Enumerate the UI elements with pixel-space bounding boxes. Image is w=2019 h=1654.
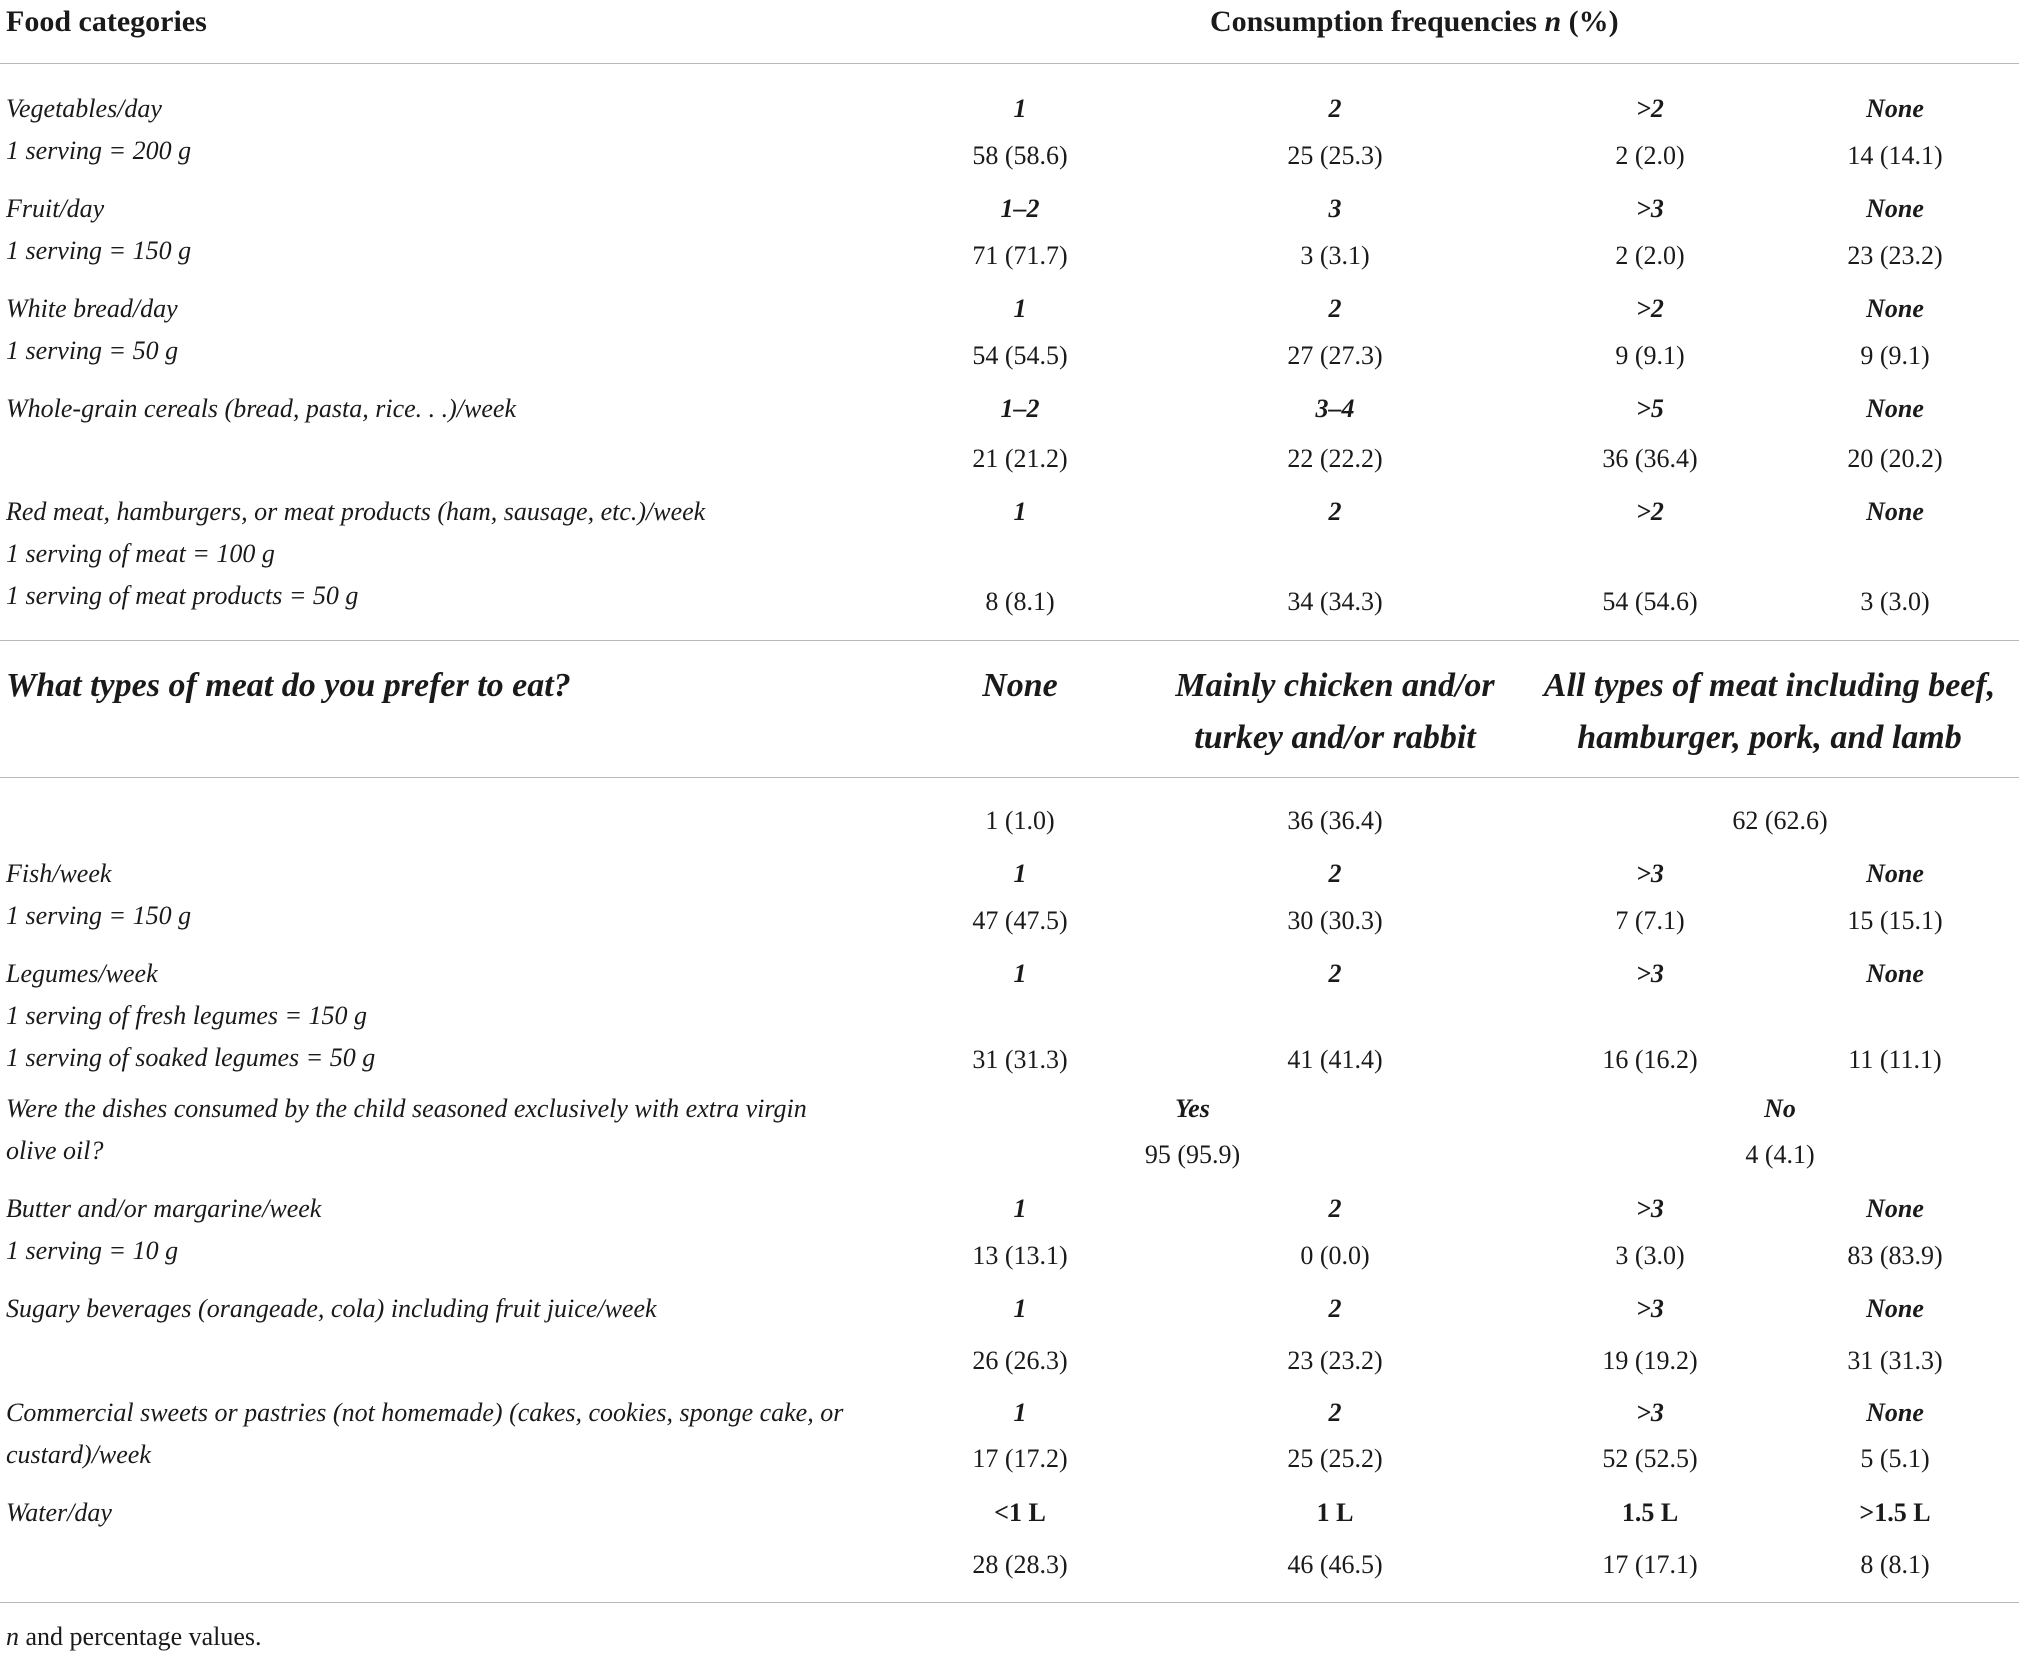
value-cell: 7 (7.1): [1615, 906, 1685, 935]
option-cell: 2: [1328, 959, 1342, 988]
row-label: Vegetables/day: [6, 94, 162, 123]
option-cell: 2: [1328, 1194, 1342, 1223]
row-sublabel: 1 serving = 150 g: [6, 236, 192, 265]
value-cell: 25 (25.2): [1287, 1444, 1383, 1473]
option-cell: 1: [1013, 497, 1027, 526]
option-cell: >3: [1636, 959, 1664, 988]
value-cell: 36 (36.4): [1602, 444, 1698, 473]
option-cell: >2: [1636, 94, 1664, 123]
value-cell: 62 (62.6): [1732, 806, 1828, 835]
value-cell: 22 (22.2): [1287, 444, 1383, 473]
value-cell: 4 (4.1): [1745, 1140, 1815, 1169]
option-cell: 2: [1328, 1294, 1342, 1323]
option-cell: None: [1866, 1398, 1924, 1427]
row-label: Sugary beverages (orangeade, cola) including fruit juice/week: [6, 1294, 657, 1323]
option-cell: 3: [1328, 194, 1342, 223]
value-cell: 17 (17.1): [1602, 1550, 1698, 1579]
option-cell: <1 L: [994, 1498, 1046, 1527]
row-label: Commercial sweets or pastries (not homemade) (cakes, cookies, sponge cake, or: [6, 1398, 844, 1427]
option-cell: 2: [1328, 1398, 1342, 1427]
value-cell: 13 (13.1): [972, 1241, 1068, 1270]
consumption-frequencies-header: Consumption frequencies n (%): [1210, 5, 1619, 38]
row-label: White bread/day: [6, 294, 178, 323]
value-cell: 3 (3.0): [1615, 1241, 1685, 1270]
option-cell: None: [1866, 194, 1924, 223]
row-label: Were the dishes consumed by the child seasoned exclusively with extra virgin: [6, 1094, 807, 1123]
meat-preference-question: What types of meat do you prefer to eat?: [6, 667, 571, 704]
option-cell: None: [1866, 1294, 1924, 1323]
row-sublabel: 1 serving = 150 g: [6, 901, 192, 930]
row-label: Fish/week: [6, 859, 112, 888]
row-label: Butter and/or margarine/week: [6, 1194, 322, 1223]
row-sublabel: 1 serving = 50 g: [6, 336, 179, 365]
row-sublabel: 1 serving of meat = 100 g: [6, 539, 275, 568]
option-cell: 1: [1013, 1294, 1027, 1323]
option-cell: 1 L: [1316, 1498, 1354, 1527]
option-cell: 1: [1013, 1194, 1027, 1223]
row-label: Whole-grain cereals (bread, pasta, rice. . .)/week: [6, 394, 516, 423]
row-label: Water/day: [6, 1498, 112, 1527]
meat-option-all: All types of meat including beef, hamburger, pork, and lamb: [1543, 667, 1996, 756]
value-cell: 26 (26.3): [972, 1346, 1068, 1375]
header-rule: [0, 63, 2019, 64]
value-cell: 46 (46.5): [1287, 1550, 1383, 1579]
value-cell: 30 (30.3): [1287, 906, 1383, 935]
option-cell: >1.5 L: [1859, 1498, 1931, 1527]
value-cell: 16 (16.2): [1602, 1045, 1698, 1074]
option-cell: None: [1866, 294, 1924, 323]
value-cell: 28 (28.3): [972, 1550, 1068, 1579]
option-cell: None: [1866, 94, 1924, 123]
value-cell: 58 (58.6): [972, 141, 1068, 170]
value-cell: 1 (1.0): [985, 806, 1055, 835]
value-cell: 34 (34.3): [1287, 587, 1383, 616]
option-cell: None: [1866, 959, 1924, 988]
option-cell-yes: Yes: [1175, 1094, 1210, 1123]
option-cell: 1.5 L: [1621, 1498, 1679, 1527]
value-cell: 2 (2.0): [1615, 241, 1685, 270]
option-cell: None: [1866, 497, 1924, 526]
value-cell: 5 (5.1): [1860, 1444, 1930, 1473]
value-cell: 23 (23.2): [1287, 1346, 1383, 1375]
value-cell: 11 (11.1): [1848, 1045, 1942, 1074]
option-cell: 2: [1328, 94, 1342, 123]
option-cell: >3: [1636, 1194, 1664, 1223]
value-cell: 54 (54.5): [972, 341, 1068, 370]
option-cell: 1: [1013, 859, 1027, 888]
option-cell: 2: [1328, 859, 1342, 888]
option-cell: 1–2: [1000, 394, 1040, 423]
meat-option-chicken: Mainly chicken and/or turkey and/or rabbit: [1175, 667, 1495, 756]
value-cell: 8 (8.1): [1860, 1550, 1930, 1579]
option-cell-no: No: [1764, 1094, 1796, 1123]
option-cell: 1: [1013, 94, 1027, 123]
option-cell: None: [1866, 1194, 1924, 1223]
row-label: Fruit/day: [6, 194, 105, 223]
value-cell: 3 (3.0): [1860, 587, 1930, 616]
value-cell: 54 (54.6): [1602, 587, 1698, 616]
option-cell: >3: [1636, 1398, 1664, 1427]
option-cell: >5: [1636, 394, 1664, 423]
option-cell: 1: [1013, 959, 1027, 988]
value-cell: 9 (9.1): [1860, 341, 1930, 370]
value-cell: 14 (14.1): [1847, 141, 1943, 170]
row-sublabel: 1 serving = 200 g: [6, 136, 192, 165]
value-cell: 0 (0.0): [1300, 1241, 1370, 1270]
row-label: Red meat, hamburgers, or meat products (ham, sausage, etc.)/week: [6, 497, 706, 526]
bottom-rule: [0, 1602, 2019, 1603]
value-cell: 31 (31.3): [1847, 1346, 1943, 1375]
option-cell: None: [1866, 394, 1924, 423]
option-cell: 1–2: [1000, 194, 1040, 223]
option-cell: 2: [1328, 294, 1342, 323]
value-cell: 25 (25.3): [1287, 141, 1383, 170]
value-cell: 71 (71.7): [972, 241, 1068, 270]
value-cell: 83 (83.9): [1847, 1241, 1943, 1270]
row-sublabel: 1 serving of fresh legumes = 150 g: [6, 1001, 368, 1030]
option-cell: >2: [1636, 497, 1664, 526]
table-footnote: n and percentage values.: [6, 1622, 262, 1651]
value-cell: 41 (41.4): [1287, 1045, 1383, 1074]
row-sublabel: 1 serving = 10 g: [6, 1236, 179, 1265]
value-cell: 17 (17.2): [972, 1444, 1068, 1473]
option-cell: None: [1866, 859, 1924, 888]
option-cell: 1: [1013, 294, 1027, 323]
value-cell: 23 (23.2): [1847, 241, 1943, 270]
value-cell: 95 (95.9): [1144, 1140, 1241, 1169]
value-cell: 2 (2.0): [1615, 141, 1685, 170]
row-sublabel: 1 serving of meat products = 50 g: [6, 581, 359, 610]
option-cell: 2: [1328, 497, 1342, 526]
meat-option-none: None: [982, 667, 1058, 704]
value-cell: 8 (8.1): [985, 587, 1055, 616]
section-rule: [0, 640, 2019, 641]
value-cell: 21 (21.2): [972, 444, 1068, 473]
row-sublabel: custard)/week: [6, 1440, 151, 1469]
option-cell: >2: [1636, 294, 1664, 323]
value-cell: 31 (31.3): [972, 1045, 1068, 1074]
row-sublabel: olive oil?: [6, 1136, 104, 1165]
value-cell: 27 (27.3): [1287, 341, 1383, 370]
value-cell: 3 (3.1): [1300, 241, 1370, 270]
value-cell: 15 (15.1): [1847, 906, 1943, 935]
row-label: Legumes/week: [6, 959, 158, 988]
value-cell: 36 (36.4): [1287, 806, 1383, 835]
option-cell: 3–4: [1315, 394, 1355, 423]
option-cell: >3: [1636, 1294, 1664, 1323]
section-rule: [0, 777, 2019, 778]
option-cell: >3: [1636, 194, 1664, 223]
value-cell: 19 (19.2): [1602, 1346, 1698, 1375]
option-cell: >3: [1636, 859, 1664, 888]
row-sublabel: 1 serving of soaked legumes = 50 g: [6, 1043, 376, 1072]
value-cell: 47 (47.5): [972, 906, 1068, 935]
option-cell: 1: [1013, 1398, 1027, 1427]
food-categories-header: Food categories: [6, 5, 207, 38]
value-cell: 9 (9.1): [1615, 341, 1685, 370]
value-cell: 20 (20.2): [1847, 444, 1943, 473]
value-cell: 52 (52.5): [1602, 1444, 1698, 1473]
